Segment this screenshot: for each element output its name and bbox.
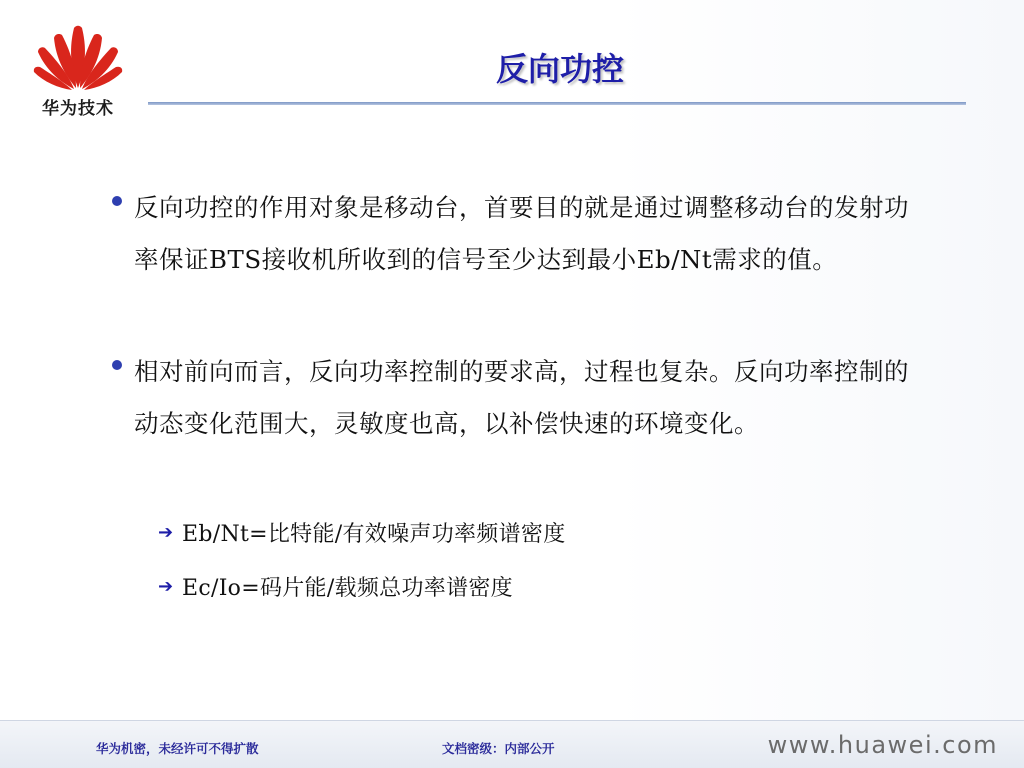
arrow-right-icon: ➔ xyxy=(158,575,174,597)
document-classification: 文档密级：内部公开 xyxy=(442,741,555,756)
logo-text: 华为技术 xyxy=(42,99,114,119)
sub-bullet-item-1 xyxy=(158,512,566,552)
bullet-dot-icon xyxy=(112,196,122,206)
slide-title: 反向功控 xyxy=(495,50,624,88)
sub-bullet-item-2 xyxy=(158,566,513,606)
footer xyxy=(0,720,1024,768)
confidentiality-notice: 华为机密，未经许可不得扩散 xyxy=(96,741,259,756)
sub-bullet-text: Ec/Io=码片能/载频总功率谱密度 xyxy=(182,575,513,601)
bullet-item-2 xyxy=(112,346,922,450)
arrow-right-icon: ➔ xyxy=(158,521,174,543)
sub-bullet-text: Eb/Nt=比特能/有效噪声功率频谱密度 xyxy=(182,521,566,547)
bullet-item-1 xyxy=(112,182,922,286)
title-divider xyxy=(148,102,966,105)
website-url: www.huawei.com xyxy=(767,731,998,759)
bullet-text: 相对前向而言，反向功率控制的要求高，过程也复杂。反向功率控制的动态变化范围大，灵敏度也高，以补偿快速的环境变化。 xyxy=(134,357,909,438)
bullet-text: 反向功控的作用对象是移动台，首要目的就是通过调整移动台的发射功率保证BTS接收机所收到的信号至少达到最小Eb/Nt需求的值。 xyxy=(134,193,909,274)
bullet-dot-icon xyxy=(112,360,122,370)
